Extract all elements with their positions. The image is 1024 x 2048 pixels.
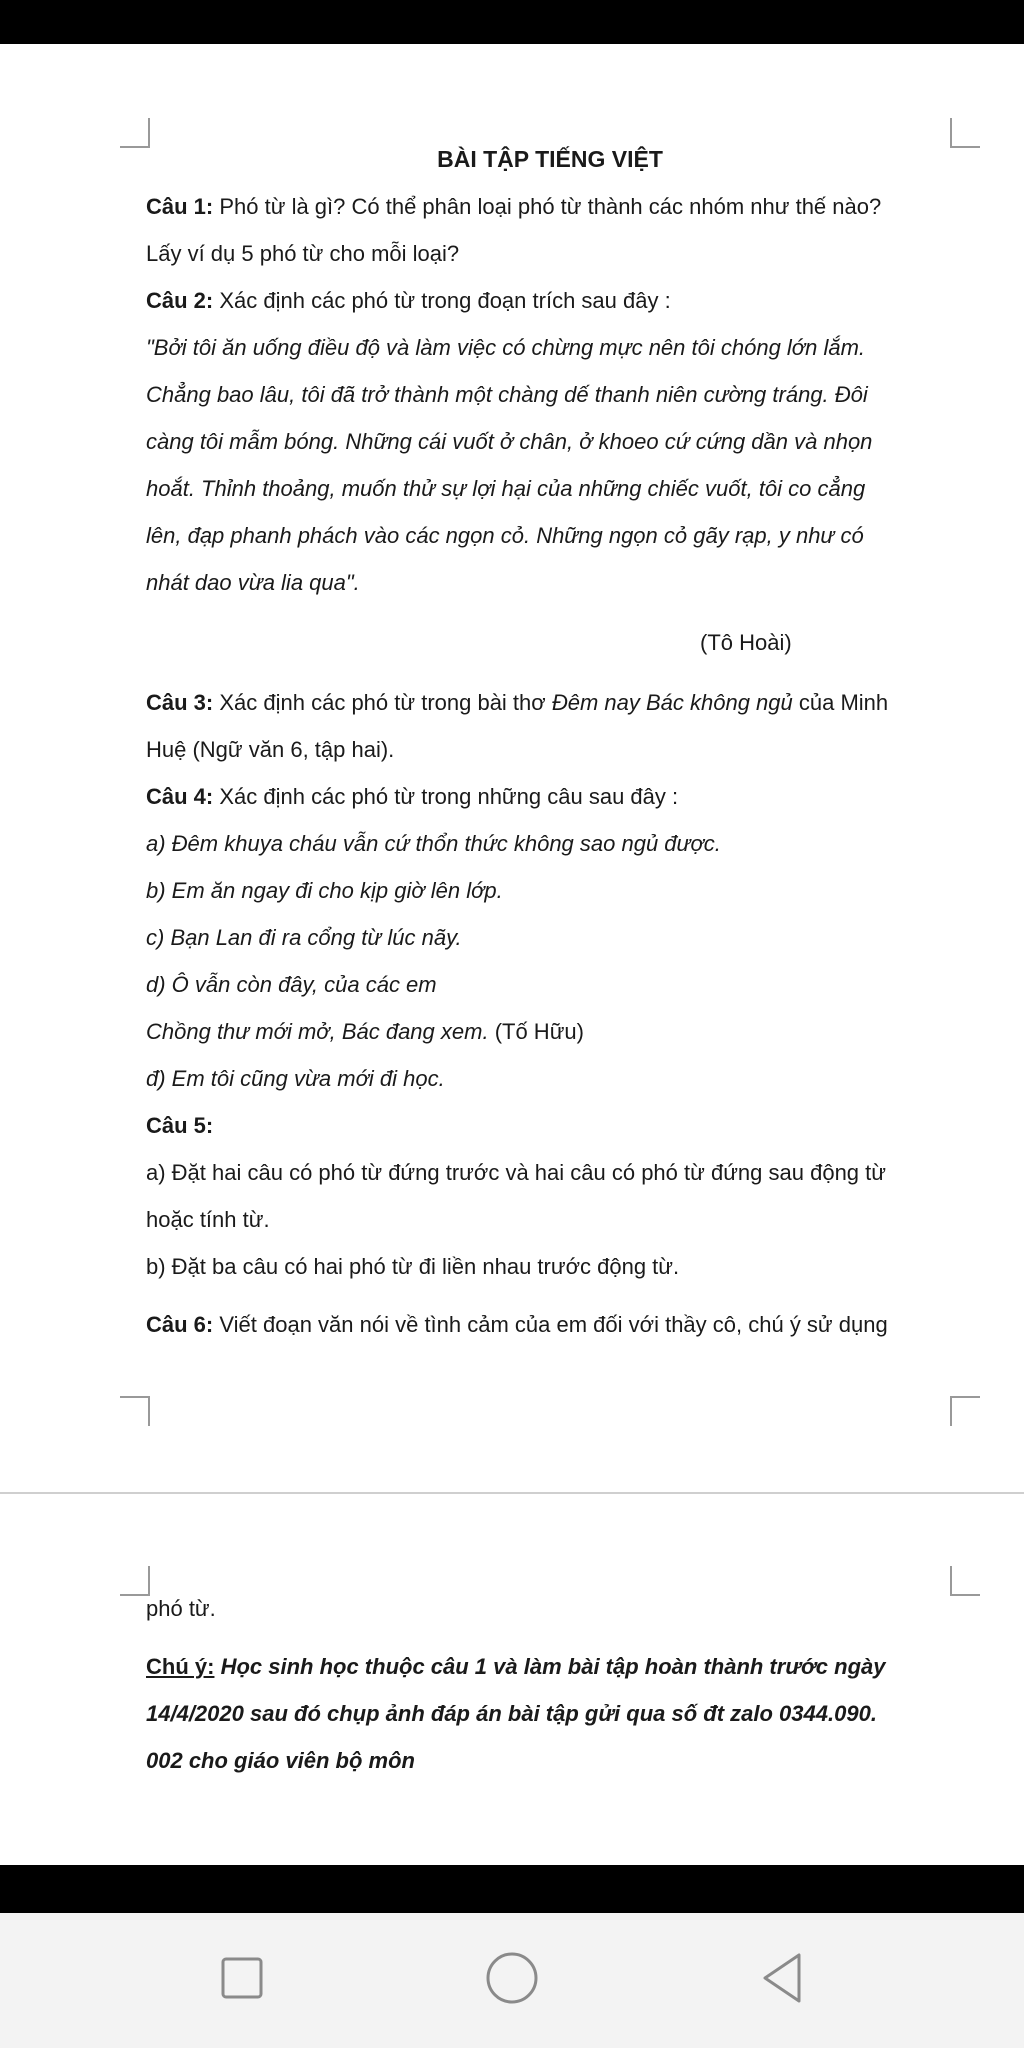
- quote-line: "Bởi tôi ăn uống điều độ và làm việc có chừng mực nên tôi chóng lớn lắm.: [146, 335, 866, 360]
- question-1-line-2: Lấy ví dụ 5 phó từ cho mỗi loại?: [146, 241, 460, 266]
- question-4-item: c) Bạn Lan đi ra cổng từ lúc nãy.: [146, 925, 462, 950]
- quote-line: hoắt. Thỉnh thoảng, muốn thử sự lợi hại của những chiếc vuốt, tôi co cẳng: [146, 476, 866, 501]
- question-2-label: Câu 2:: [146, 288, 214, 313]
- question-4-item: d) Ô vẫn còn đây, của các em: [146, 972, 437, 997]
- question-1-line-1: [146, 192, 956, 222]
- question-4-text: Xác định các phó từ trong những câu sau đây :: [213, 784, 679, 809]
- bottom-black-bar: [0, 1865, 1024, 1913]
- question-5-label: Câu 5:: [146, 1113, 214, 1138]
- question-6-line: [146, 1310, 956, 1340]
- triangle-back-icon: [747, 1943, 817, 2013]
- poem-author: (Tố Hữu): [488, 1019, 584, 1044]
- question-1-text: Phó từ là gì? Có thể phân loại phó từ thành các nhóm như thế nào?: [213, 194, 882, 219]
- document-page-1: [0, 44, 1024, 1492]
- note-line-3: 002 cho giáo viên bộ môn: [146, 1748, 415, 1773]
- question-4-item: đ) Em tôi cũng vừa mới đi học.: [146, 1066, 445, 1091]
- document-title: BÀI TẬP TIẾNG VIỆT: [437, 146, 663, 172]
- question-4-item: b) Em ăn ngay đi cho kịp giờ lên lớp.: [146, 878, 503, 903]
- note-line-2: 14/4/2020 sau đó chụp ảnh đáp án bài tập gửi qua số đt zalo 0344.090.: [146, 1701, 877, 1726]
- document-page-2: [0, 1494, 1024, 1865]
- margin-corner-bottom-right: [950, 1396, 980, 1426]
- quote-line: càng tôi mẫm bóng. Những cái vuốt ở chân, ở khoeo cứ cứng dần và nhọn: [146, 429, 873, 454]
- note-text: Học sinh học thuộc câu 1 và làm bài tập hoàn thành trước ngày: [214, 1654, 886, 1679]
- question-4-poem-line: [146, 1017, 956, 1047]
- home-button[interactable]: [477, 1943, 547, 2013]
- note-line-1: [146, 1652, 956, 1682]
- question-6-text: Viết đoạn văn nói về tình cảm của em đối với thầy cô, chú ý sử dụng: [213, 1312, 888, 1337]
- status-bar: [0, 0, 1024, 44]
- quote-line: nhát dao vừa lia qua".: [146, 570, 360, 595]
- margin-corner-bottom-left: [120, 1396, 150, 1426]
- question-3-line-2: Huệ (Ngữ văn 6, tập hai).: [146, 737, 395, 762]
- recents-button[interactable]: [207, 1943, 277, 2013]
- circle-icon: [477, 1943, 547, 2013]
- square-icon: [207, 1943, 277, 2013]
- question-3-text-end: của Minh: [792, 690, 889, 715]
- question-1-label: Câu 1:: [146, 194, 214, 219]
- question-4-label: Câu 4:: [146, 784, 214, 809]
- quote-line: Chẳng bao lâu, tôi đã trở thành một chàng dế thanh niên cường tráng. Đôi: [146, 382, 868, 407]
- question-2-line: [146, 286, 956, 316]
- back-button[interactable]: [747, 1943, 817, 2013]
- quote-line: lên, đạp phanh phách vào các ngọn cỏ. Những ngọn cỏ gãy rạp, y như có: [146, 523, 864, 548]
- question-4-item: a) Đêm khuya cháu vẫn cứ thổn thức không sao ngủ được.: [146, 831, 721, 856]
- question-5-a-line-1: a) Đặt hai câu có phó từ đứng trước và hai câu có phó từ đứng sau động từ: [146, 1160, 886, 1185]
- margin-corner-top-left: [120, 1566, 150, 1596]
- question-2-text: Xác định các phó từ trong đoạn trích sau đây :: [213, 288, 671, 313]
- question-5-b: b) Đặt ba câu có hai phó từ đi liền nhau trước động từ.: [146, 1254, 680, 1279]
- question-3-label: Câu 3:: [146, 690, 214, 715]
- margin-corner-top-right: [950, 1566, 980, 1596]
- quote-author: (Tô Hoài): [700, 630, 792, 655]
- question-5-a-line-2: hoặc tính từ.: [146, 1207, 270, 1232]
- question-6-continued: phó từ.: [146, 1596, 216, 1621]
- poem-line: Chồng thư mới mở, Bác đang xem.: [146, 1019, 489, 1044]
- question-3-text: Xác định các phó từ trong bài thơ: [213, 690, 552, 715]
- question-6-label: Câu 6:: [146, 1312, 214, 1337]
- poem-title: Đêm nay Bác không ngủ: [551, 690, 793, 715]
- note-label: Chú ý:: [146, 1654, 215, 1679]
- question-3-line-1: [146, 688, 956, 718]
- navigation-bar: [0, 1913, 1024, 2048]
- question-4-line: [146, 782, 956, 812]
